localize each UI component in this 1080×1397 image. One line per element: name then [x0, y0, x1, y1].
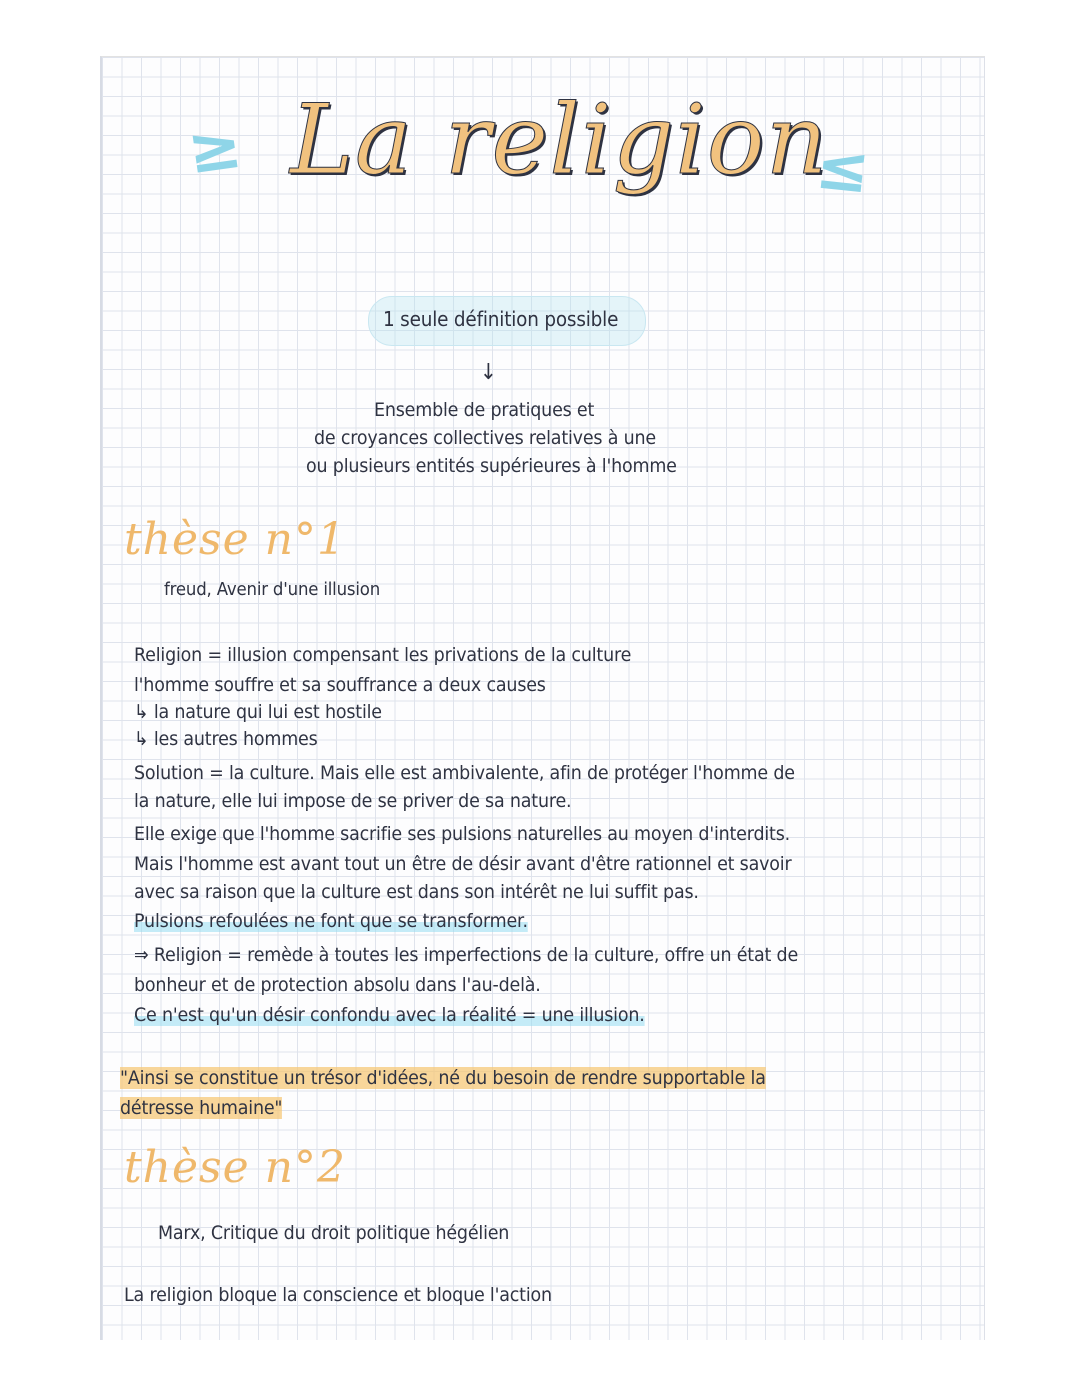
- these-2-line-1: La religion bloque la conscience et bloque l'action: [124, 1284, 552, 1306]
- these-2-heading: thèse n°2: [124, 1142, 346, 1193]
- right-decoration-marks: ≤: [812, 129, 874, 209]
- down-arrow: ↓: [480, 360, 497, 385]
- these-1-line-8: Mais l'homme est avant tout un être de désir avant d'être rationnel et savoir: [134, 853, 792, 875]
- these-1-line-10-highlighted: Pulsions refoulées ne font que se transformer.: [134, 910, 528, 932]
- quote-line-1: "Ainsi se constitue un trésor d'idées, né du besoin de rendre supportable la: [120, 1067, 766, 1089]
- definition-line-1: Ensemble de pratiques et: [374, 399, 595, 421]
- these-1-line-2: l'homme souffre et sa souffrance a deux causes: [134, 674, 546, 696]
- these-1-line-4: ↳ les autres hommes: [134, 728, 318, 750]
- definition-line-2: de croyances collectives relatives à une: [314, 427, 656, 449]
- these-1-line-5: Solution = la culture. Mais elle est ambivalente, afin de protéger l'homme de: [134, 762, 795, 784]
- definition-bubble-text: 1 seule définition possible: [383, 307, 619, 331]
- these-1-line-11: ⇒ Religion = remède à toutes les imperfections de la culture, offre un état de: [134, 944, 799, 966]
- these-1-line-6: la nature, elle lui impose de se priver de sa nature.: [134, 790, 572, 812]
- page-title: La religion: [290, 84, 829, 196]
- these-1-heading: thèse n°1: [124, 514, 346, 565]
- these-2-source: Marx, Critique du droit politique hégélien: [158, 1222, 510, 1244]
- these-1-line-3: ↳ la nature qui lui est hostile: [134, 701, 382, 723]
- quote-line-2: détresse humaine": [120, 1097, 283, 1119]
- these-1-line-1: Religion = illusion compensant les privations de la culture: [134, 644, 632, 666]
- these-1-line-12: bonheur et de protection absolu dans l'au-delà.: [134, 974, 541, 996]
- these-1-line-13-highlighted: Ce n'est qu'un désir confondu avec la réalité = une illusion.: [134, 1004, 645, 1026]
- definition-line-3: ou plusieurs entités supérieures à l'homme: [306, 455, 677, 477]
- these-1-line-7: Elle exige que l'homme sacrifie ses pulsions naturelles au moyen d'interdits.: [134, 823, 791, 845]
- left-decoration-marks: ≥: [183, 108, 247, 190]
- these-1-line-9: avec sa raison que la culture est dans son intérêt ne lui suffit pas.: [134, 881, 699, 903]
- these-1-source: freud, Avenir d'une illusion: [164, 579, 381, 600]
